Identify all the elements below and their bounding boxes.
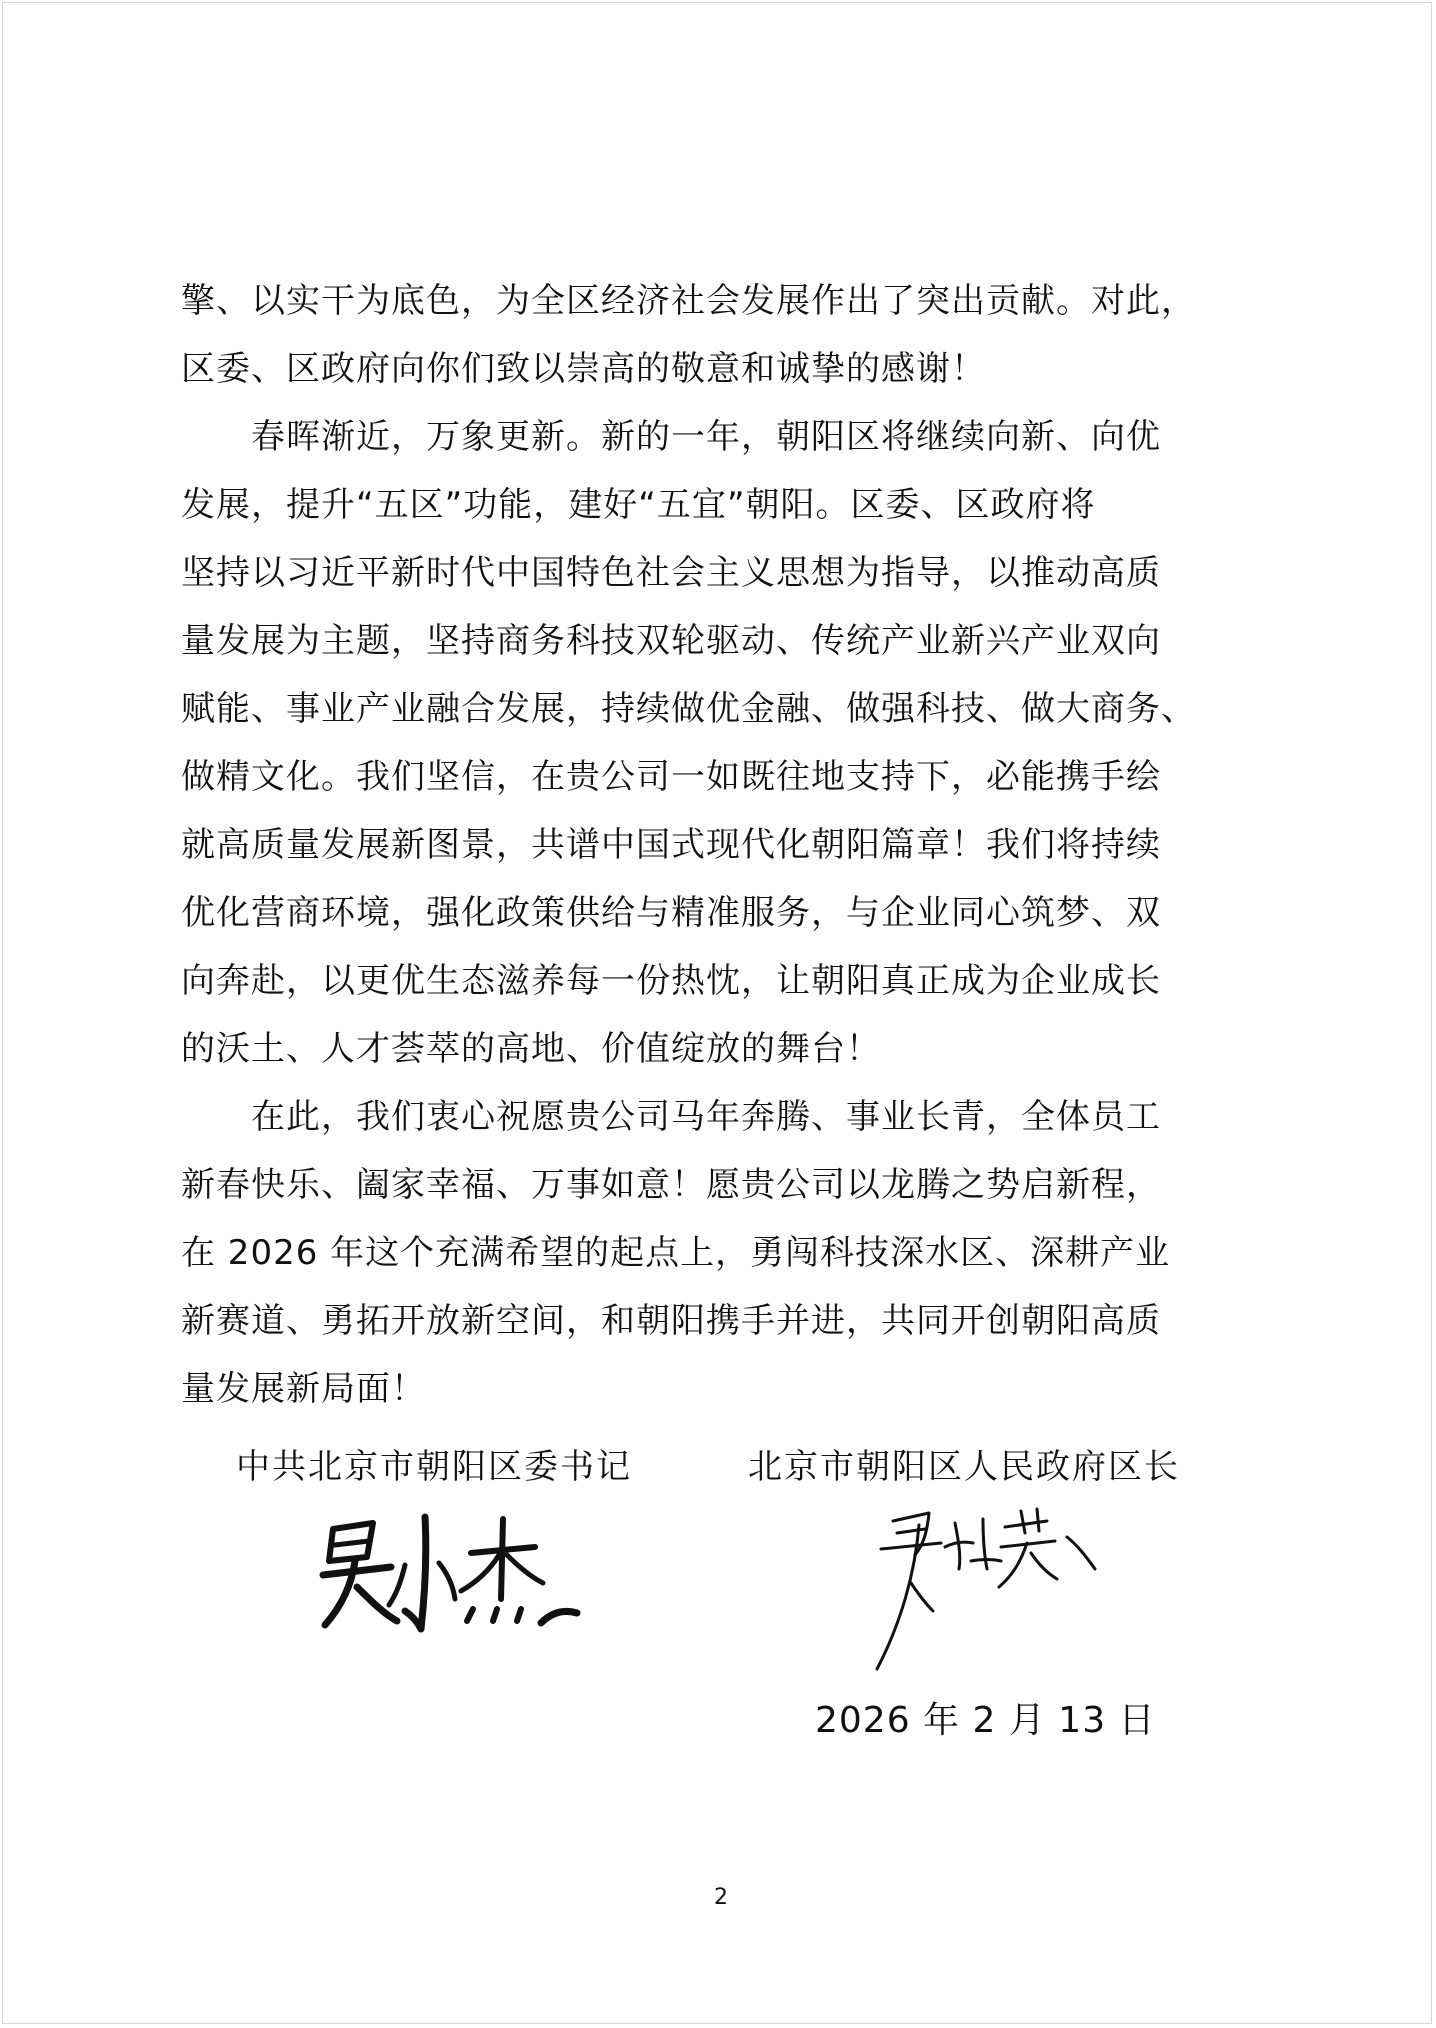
body-line: 坚持以习近平新时代中国特色社会主义思想为指导，以推动高质: [181, 553, 1161, 593]
body-line: 新春快乐、阖家幸福、万事如意！愿贵公司以龙腾之势启新程，: [181, 1165, 1161, 1205]
body-line: 做精文化。我们坚信，在贵公司一如既往地支持下，必能携手绘: [181, 757, 1161, 797]
body-line: 在 2026 年这个充满希望的起点上，勇闯科技深水区、深耕产业: [181, 1233, 1171, 1273]
body-line: 量发展为主题，坚持商务科技双轮驱动、传统产业新兴产业双向: [181, 621, 1161, 661]
page-number: 2: [714, 1885, 728, 1910]
body-line: 春晖渐近，万象更新。新的一年，朝阳区将继续向新、向优: [181, 417, 1161, 457]
body-line: 就高质量发展新图景，共谱中国式现代化朝阳篇章！我们将持续: [181, 825, 1161, 865]
letter-date: 2026 年 2 月 13 日: [815, 1700, 1156, 1741]
body-line: 向奔赴，以更优生态滋养每一份热忱，让朝阳真正成为企业成长: [181, 961, 1161, 1001]
letter-body: [181, 267, 1281, 1423]
body-line: 区委、区政府向你们致以崇高的敬意和诚挚的感谢！: [181, 349, 986, 389]
right-signatory-title: 北京市朝阳区人民政府区长: [748, 1447, 1180, 1487]
body-line: 发展，提升“五区”功能，建好“五宜”朝阳。区委、区政府将: [181, 485, 1096, 525]
body-line: 优化营商环境，强化政策供给与精准服务，与企业同心筑梦、双: [181, 893, 1161, 933]
body-line: 的沃土、人才荟萃的高地、价值绽放的舞台！: [181, 1029, 881, 1069]
left-handwritten-signature: [321, 1509, 581, 1639]
page: [2, 2, 1432, 2024]
body-line: 新赛道、勇拓开放新空间，和朝阳携手并进，共同开创朝阳高质: [181, 1301, 1161, 1341]
right-handwritten-signature: [871, 1503, 1111, 1673]
body-line: 量发展新局面！: [181, 1369, 426, 1409]
body-line: 擎、以实干为底色，为全区经济社会发展作出了突出贡献。对此，: [181, 281, 1196, 321]
signature-block: [181, 1443, 1281, 1703]
body-line: 赋能、事业产业融合发展，持续做优金融、做强科技、做大商务、: [181, 689, 1196, 729]
body-line: 在此，我们衷心祝愿贵公司马年奔腾、事业长青，全体员工: [181, 1097, 1161, 1137]
left-signatory-title: 中共北京市朝阳区委书记: [236, 1447, 632, 1487]
